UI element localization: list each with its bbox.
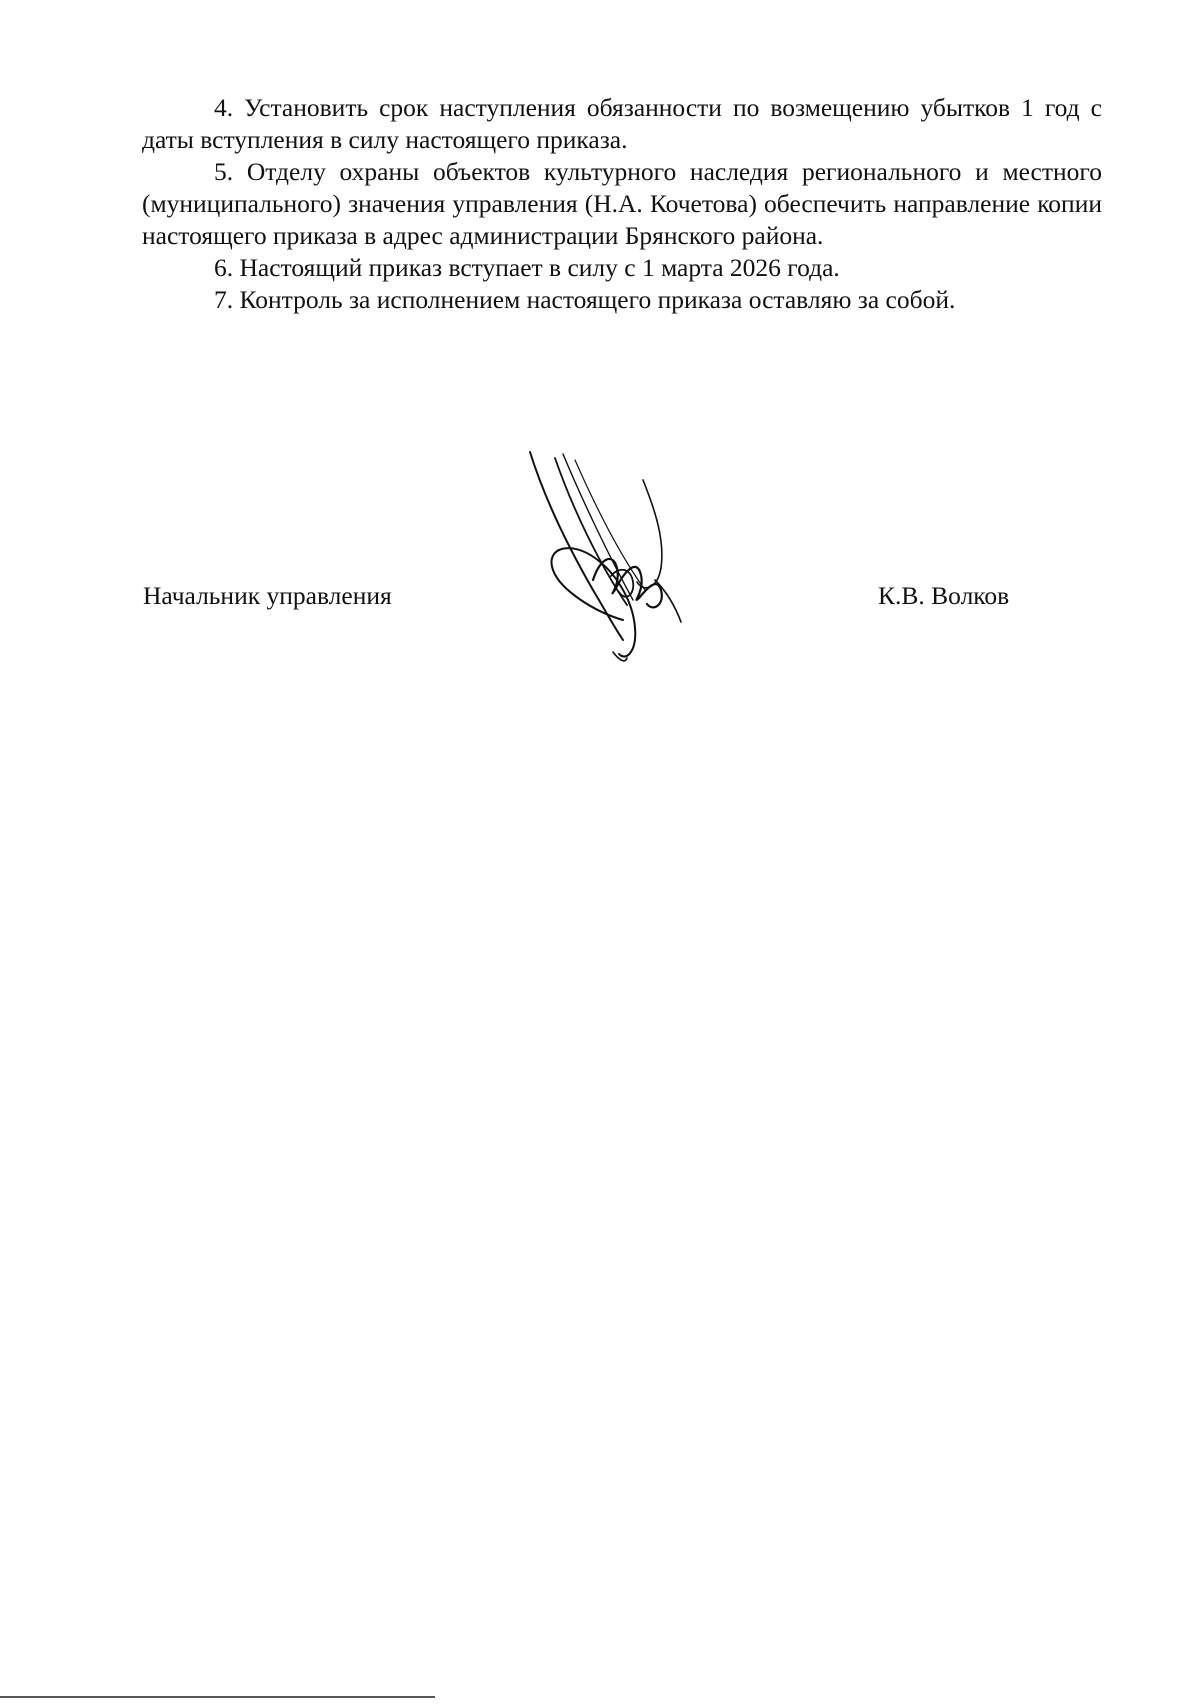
paragraph-6: 6. Настоящий приказ вступает в силу с 1 марта 2026 года.: [214, 253, 840, 282]
bottom-divider: [0, 1696, 435, 1698]
paragraph-4: 4. Установить срок наступления обязанности по возмещению убытков 1 год с даты вступления в силу настоящего приказа.: [142, 93, 1102, 154]
paragraph-5: 5. Отделу охраны объектов культурного наследия регионального и местного (муниципального) значения управления (Н.А. Кочетова) обеспечить направление копии настоящего приказа в адрес администрации Брянского района.: [142, 157, 1102, 250]
handwritten-signature: [515, 440, 695, 670]
paragraph-7: 7. Контроль за исполнением настоящего приказа оставляю за собой.: [214, 285, 956, 314]
signature-block: [0, 0, 1200, 700]
position-title: Начальник управления: [143, 581, 392, 610]
signer-name: К.В. Волков: [878, 581, 1010, 610]
